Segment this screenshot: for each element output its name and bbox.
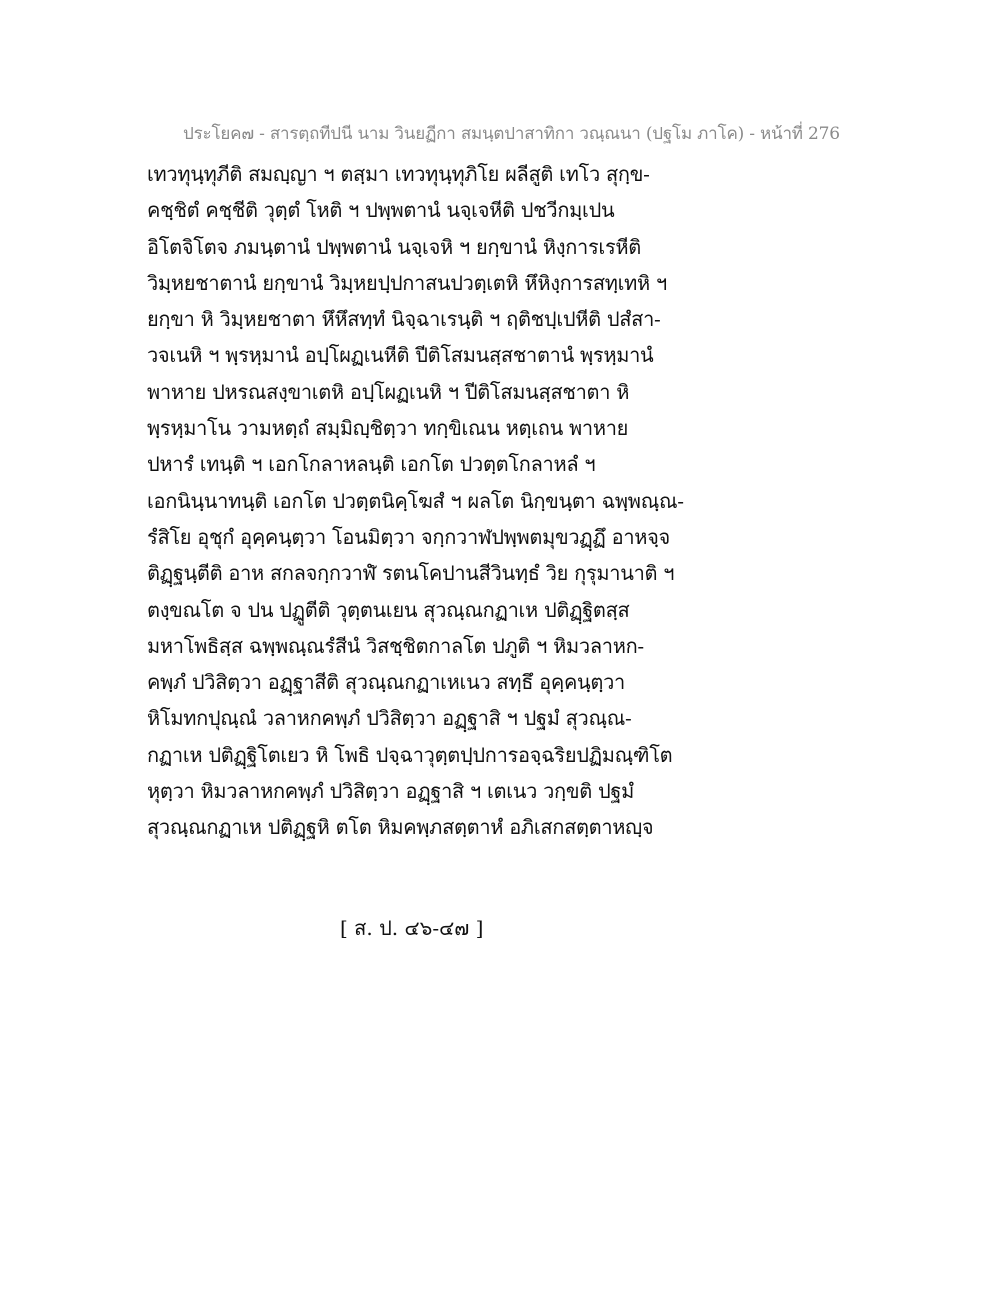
text-line: พฺรหฺมาโน วามหตฺถํ สมฺมิญฺชิตฺวา ทกฺขิเณน หตฺเถน พาหาย	[147, 416, 629, 441]
text-line: มหาโพธิสฺส ฉพฺพณฺณรํสีนํ วิสชฺชิตกาลโต ปภูติ ฯ หิมวลาหก-	[147, 633, 644, 658]
text-line: วิมฺหยชาตานํ ยกฺขานํ วิมฺหยปฺปกาสนปวตฺเตหิ หึหิงฺการสทฺเทหิ ฯ	[147, 270, 667, 295]
text-line: เทวทุนฺทุภีติ สมญฺญา ฯ ตสฺมา เทวทุนฺทุภิโย ผลีสูติ เทโว สุกฺข-	[147, 162, 650, 186]
page-header: ประโยค๗ - สารตฺถทีปนี นาม วินยฏีกา สมนฺตปาสาทิกา วณฺณนา (ปฐโม ภาโค) - หน้าที่ 276	[183, 124, 840, 144]
text-line: รํสิโย อุชุกํ อุคฺคนฺตฺวา โอนมิตฺวา จกฺกวาฬปพฺพตมุขวฏฺฏึ อาหจฺจ	[147, 524, 670, 549]
text-line: วจเนหิ ฯ พฺรหฺมานํ อปฺโผฏเนหีติ ปีติโสมนสฺสชาตานํ พฺรหฺมานํ	[147, 343, 654, 368]
text-line: เอกนินฺนาทนฺติ เอกโต ปวตฺตนิคฺโฆสํ ฯ ผลโต นิกฺขนฺตา ฉพฺพณฺณ-	[147, 488, 684, 513]
text-line: หุตฺวา หิมวลาหกคพฺภํ ปวิสิตฺวา อฏฺฐาสิ ฯ เตเนว วกฺขติ ปฐมํ	[147, 779, 634, 804]
text-line: ยกฺขา หิ วิมฺหยชาตา หึหึสทฺทํ นิจฺฉาเรนฺติ ฯ ฤติชปฺเปหีติ ปสํสา-	[147, 307, 661, 332]
text-line: ปหารํ เทนฺติ ฯ เอกโกลาหลนฺติ เอกโต ปวตฺตโกลาหลํ ฯ	[147, 452, 596, 477]
text-line: คชฺชิตํ คชฺชีติ วุตฺตํ โหติ ฯ ปพฺพตานํ นจฺเจหีติ ปชวีกมฺเปน	[147, 198, 615, 223]
text-line: ติฏฺฐนฺตีติ อาห สกลจกฺกวาฬํ รตนโคปานสีวินทฺธํ วิย กุรุมานาติ ฯ	[147, 561, 675, 586]
text-line: อิโตจิโตจ ภมนฺตานํ ปพฺพตานํ นจฺเจหิ ฯ ยกฺขานํ หิงฺการเรหีติ	[147, 234, 641, 259]
text-line: พาหาย ปหรณสงฺขาเตหิ อปฺโผฏเนหิ ฯ ปีติโสมนสฺสชาตา หิ	[147, 379, 630, 404]
text-line: หิโมทกปุณฺณํ วลาหกคพฺภํ ปวิสิตฺวา อฏฺฐาสิ ฯ ปฐมํ สุวณฺณ-	[147, 706, 632, 731]
text-line: ตงฺขณโต จ ปน ปฏูตีติ วุตฺตนเยน สุวณฺณกฏาเห ปติฏฺฐิตสฺส	[147, 597, 630, 622]
text-line: กฏาเห ปติฏฺฐิโตเยว หิ โพธิ ปจฺฉาวุตฺตปฺปการอจฺฉริยปฏิมณฺฑิโต	[147, 742, 673, 767]
text-line: สุวณฺณกฏาเห ปติฏฺฐหิ ตโต หิมคพฺภสตฺตาหํ อภิเสกสตฺตาหญฺจ	[147, 815, 654, 840]
body-text	[147, 156, 707, 846]
text-line: คพฺภํ ปวิสิตฺวา อฏฺฐาสีติ สุวณฺณกฏาเหเนว สทฺธึ อุคฺคนฺตฺวา	[147, 670, 625, 695]
page-reference: [ ส. ป. ๔๖-๔๗ ]	[340, 916, 484, 940]
